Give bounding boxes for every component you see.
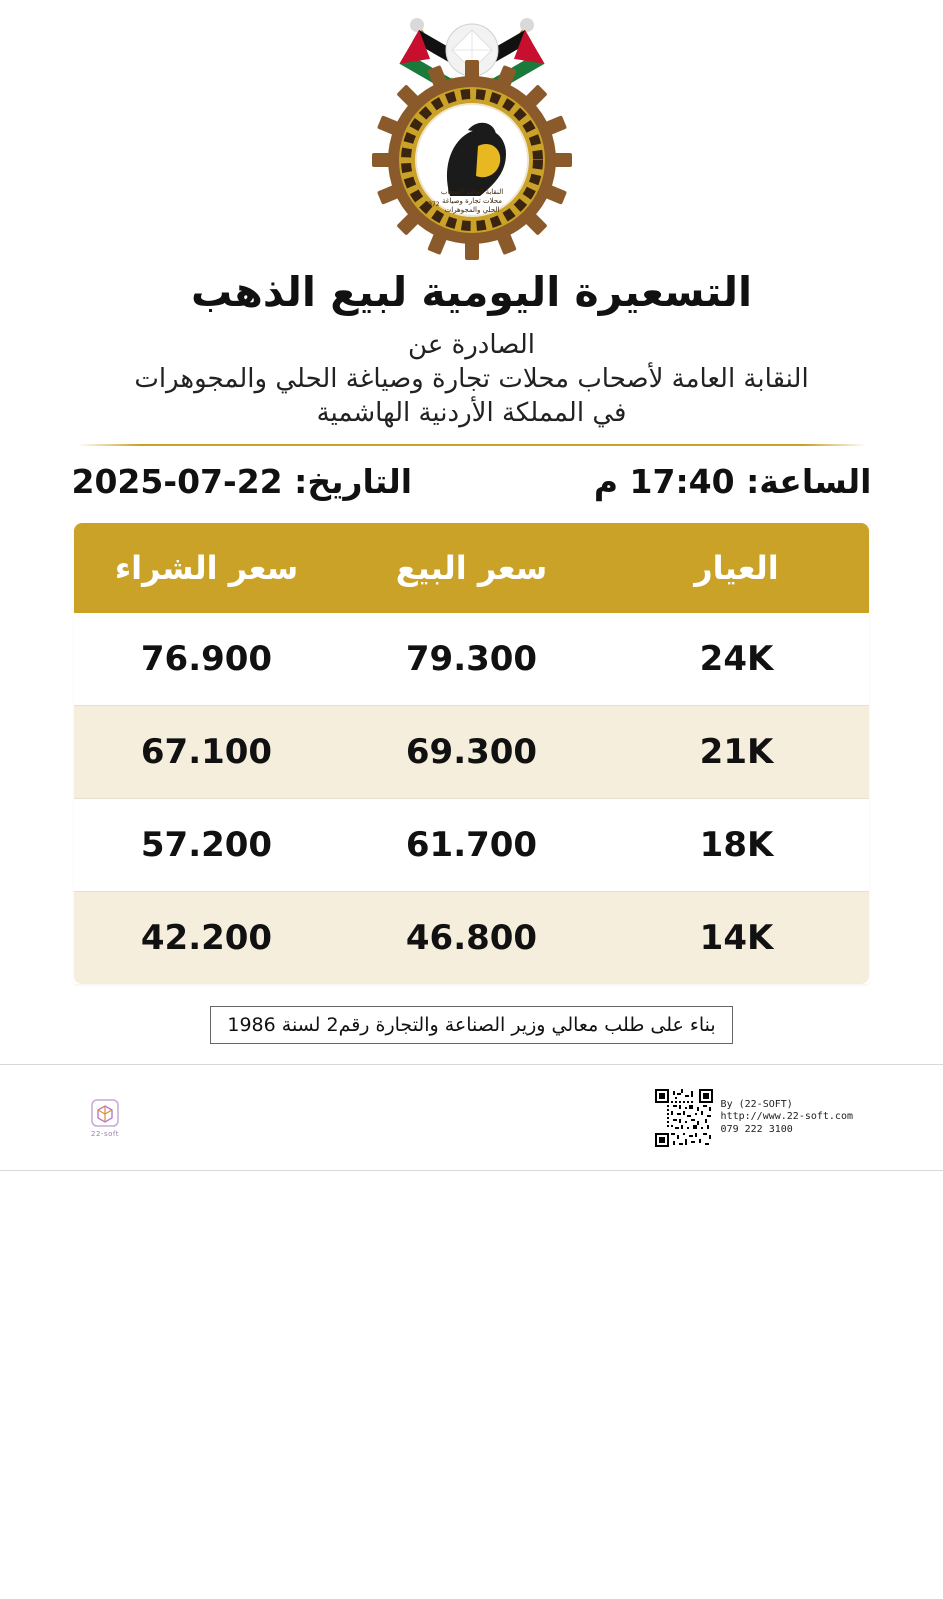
- table-header-row: [74, 523, 869, 613]
- date-label: التاريخ:: [294, 462, 413, 501]
- qr-code-icon: [655, 1089, 713, 1147]
- datetime-row: [72, 462, 872, 501]
- time-label: الساعة:: [746, 462, 872, 501]
- footer-website[interactable]: http://www.22-soft.com: [720, 1111, 853, 1123]
- cell-sell-price: 79.300: [339, 613, 604, 706]
- column-header-karat: العيار: [604, 523, 869, 613]
- brand-name: 22-soft: [91, 1129, 119, 1138]
- footer-phone: 079 222 3100: [720, 1123, 793, 1135]
- legal-footnote: بناء على طلب معالي وزير الصناعة والتجارة رقم2 لسنة 1986: [210, 1006, 732, 1044]
- subtitle-country: في المملكة الأردنية الهاشمية: [316, 398, 627, 428]
- table-row: [74, 892, 869, 985]
- footer-contact-text: [721, 1099, 853, 1137]
- cell-sell-price: 46.800: [339, 892, 604, 985]
- cell-buy-price: 76.900: [74, 613, 339, 706]
- cell-buy-price: 67.100: [74, 706, 339, 799]
- date-value: 22-07-2025: [71, 462, 283, 501]
- cell-karat: 18K: [604, 799, 869, 892]
- time-value: 17:40 م: [593, 462, 735, 501]
- column-header-sell-price: سعر البيع: [339, 523, 604, 613]
- table-row: [74, 799, 869, 892]
- footer-bar: [0, 1065, 943, 1170]
- table-row: [74, 706, 869, 799]
- cell-karat: 24K: [604, 613, 869, 706]
- date-block: [72, 462, 413, 501]
- cell-buy-price: 42.200: [74, 892, 339, 985]
- logo-year: 1972: [423, 201, 440, 208]
- table-body: [74, 613, 869, 984]
- cell-karat: 21K: [604, 706, 869, 799]
- cell-karat: 14K: [604, 892, 869, 985]
- footer-bottom-divider: [0, 1170, 943, 1171]
- column-header-buy-price: سعر الشراء: [74, 523, 339, 613]
- header-divider: [77, 444, 867, 446]
- logo-caption-line3: الحلي والمجوهرات: [444, 206, 499, 214]
- cube-icon: [90, 1098, 120, 1128]
- qr-contact-block: [655, 1089, 853, 1147]
- logo-caption-line1: النقابة العامة لأصحاب: [440, 188, 503, 196]
- subtitle-issued-by: الصادرة عن: [408, 330, 535, 360]
- cell-sell-price: 69.300: [339, 706, 604, 799]
- table-row: [74, 613, 869, 706]
- gold-price-table: [74, 523, 869, 984]
- brand-logo-22soft: [90, 1098, 120, 1138]
- logo-caption-line2: محلات تجارة وصياغة: [441, 197, 502, 205]
- table-header: [74, 523, 869, 613]
- syndicate-emblem-logo: [357, 10, 587, 260]
- footer-by-line: By (22-SOFT): [720, 1098, 793, 1110]
- cell-buy-price: 57.200: [74, 799, 339, 892]
- subtitle-organization: النقابة العامة لأصحاب محلات تجارة وصياغة الحلي والمجوهرات: [134, 364, 809, 394]
- time-block: [594, 462, 872, 501]
- cell-sell-price: 61.700: [339, 799, 604, 892]
- page-title: التسعيرة اليومية لبيع الذهب: [190, 268, 753, 316]
